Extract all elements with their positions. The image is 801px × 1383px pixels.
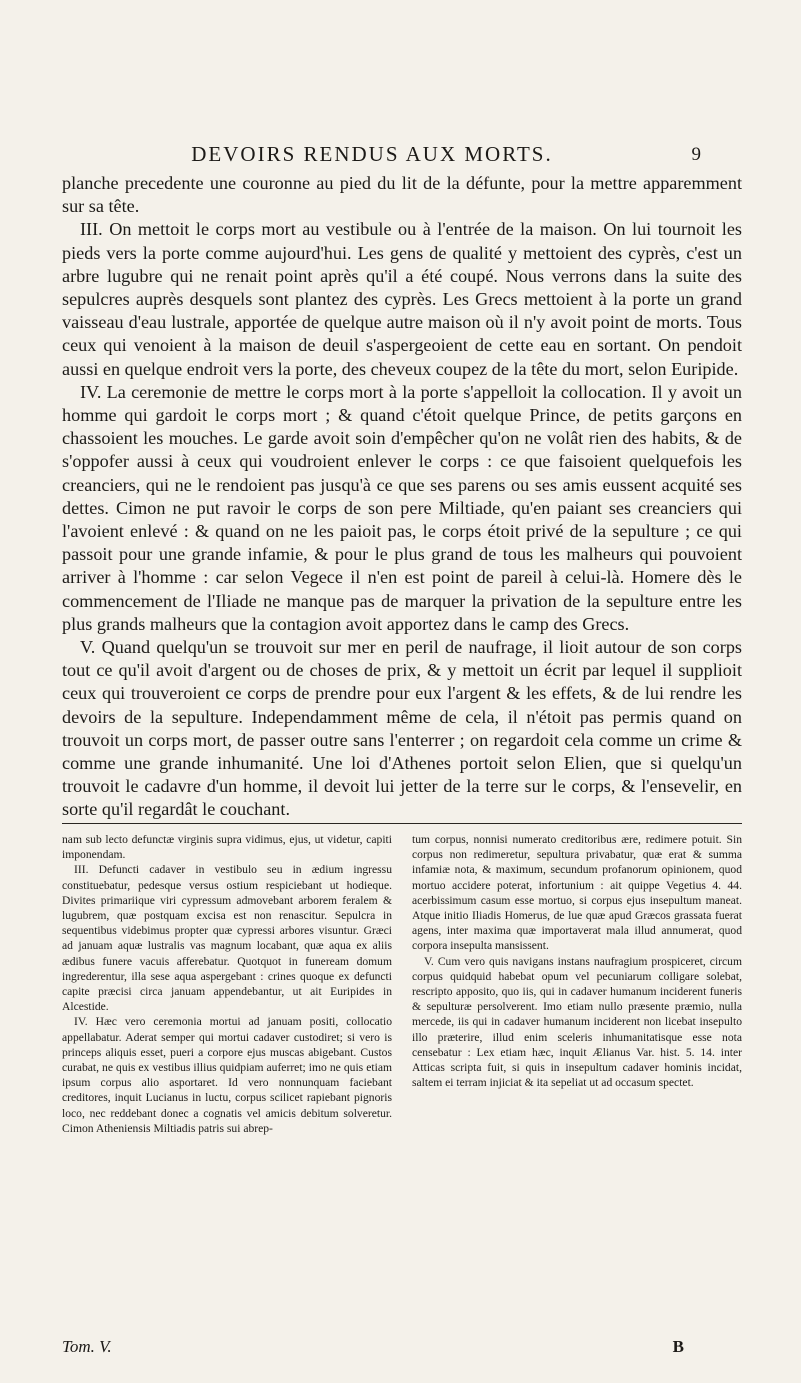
note-left-continued: nam sub lecto defunctæ virginis supra vidimus, ejus, ut videtur, capiti imponendam. xyxy=(62,833,392,862)
main-paragraph-iv: IV. La ceremonie de mettre le corps mort à la porte s'appelloit la collocation. Il y avoit un homme qui gardoit le corps mort ; & quand c'étoit quelque Prince, de petits garçons en chassoient les mouches. Le garde avoit soin d'empêcher qu'on ne volât rien des habits, & de s'oppofer aussi à ceux qui voudroient enlever le corps : ce que faisoient quelquefois les creanciers, qui ne le rendoient pas jusqu'à ce que ses parens ou ses amis eussent acquité ses dettes. Cimon ne put ravoir le corps de son pere Miltiade, qu'en paiant ses creanciers qui l'avoient enlevé : & quand on ne les paioit pas, le corps étoit privé de la sepulture ; ce qui passoit pour une grande infamie, & pour le plus grand de tous les malheurs qui pouvoient arriver à l'homme : car selon Vegece il n'en est point de pareil à celui-là. Homere dès le commencement de l'Iliade ne manque pas de marquer la privation de la sepulture entre les plus grands malheurs que la contagion avoit apportez dans le camp des Grecs. xyxy=(62,381,742,634)
note-right-continued: tum corpus, nonnisi numerato creditoribus ære, redimere potuit. Sin corpus non redimeretur, sepultura privabatur, quæ erat & summa infamiæ nota, & maximum, secundum profanorum opinionem, quod mortuo accidere poterat, infortunium : ait quippe Vegetius 4. 44. acerbissimum casum esse mortuo, si corpus ejus insepultum maneat. Atque initio Iliadis Homerus, de lue quæ apud Græcos grassata fuerat agens, inter maxima quæ importaverat mala illud annumerat, quod corpora insepulta mansissent. xyxy=(412,833,742,953)
running-head-title: DEVOIRS RENDUS AUX MORTS. xyxy=(191,142,553,166)
signature-line xyxy=(62,1337,742,1359)
latin-notes xyxy=(62,832,742,1136)
gathering-mark: B xyxy=(672,1337,684,1356)
running-head xyxy=(0,142,801,166)
note-left-iii: III. Defuncti cadaver in vestibulo seu in ædium ingressu constituebatur, pedesque versus ostium respiciebant ut hodieque. Divites primariique viri cypressum admovebant arborem feralem & lugubrem, quæ postquam excisa est non renascitur. Sepulcra in sequentibus videbimus propter quæ cypressi arbores visuntur. Græci ad januam aquæ lustralis vas magnum locabant, quæ aqua ex aliis ædibus funere vacuis afferebatur. Quotquot in funeream domum ingrederentur, illa sese aqua aspergebant : crines quoque ex defuncti capite præcisi circa januam appendebantur, ut ait Euripides in Alcestide. xyxy=(62,863,392,1014)
note-right-v: V. Cum vero quis navigans instans naufragium prospiceret, circum corpus quidquid habebat opum vel pecuniarum colligare solebat, rescripto apposito, quo iis, qui in cadaver humanum inciderent funeris & sepulturæ persolverent. Imo etiam nullo præsente præmio, nulla mercede, iis qui in cadaver humanum inciderent non licebat insepulto illo præterire, illud enim sceleris inhumanitatisque esse nota censebatur : Lex etiam hæc, inquit Ælianus Var. hist. 5. 14. inter Atticas scripta fuit, si quis in insepultum cadaver hominis incidat, saltem ei terram injiciat & ita sepeliat ut ad occasum spectet. xyxy=(412,954,742,1090)
page-number: 9 xyxy=(691,144,701,165)
main-paragraph-v: V. Quand quelqu'un se trouvoit sur mer en peril de naufrage, il lioit autour de son corps tout ce qu'il avoit d'argent ou de choses de prix, & y mettoit un écrit par lequel il supplioit ceux qui trouveroient ce corps de prendre pour eux l'argent & les effets, & de lui rendre les devoirs de la sepulture. Independamment même de cela, il n'étoit pas permis quand on trouvoit un corps mort, de passer outre sans l'enterrer ; on regardoit cela comme un crime & comme une grande inhumanité. Une loi d'Athenes portoit selon Elien, que si quelqu'un trouvoit le cadavre d'un homme, il devoit lui jetter de la terre sur le corps, & l'ensevelir, en sorte qu'il regardât le couchant. xyxy=(62,637,742,820)
main-paragraph-continued: planche precedente une couronne au pied du lit de la défunte, pour la mettre apparemment sur sa tête. xyxy=(62,173,742,217)
notes-left-column xyxy=(62,832,392,1136)
volume-signature: Tom. V. xyxy=(62,1337,112,1356)
main-text-block xyxy=(62,172,742,822)
notes-right-column xyxy=(412,832,742,1136)
footnote-rule xyxy=(62,823,742,824)
note-left-iv: IV. Hæc vero ceremonia mortui ad januam positi, collocatio appellabatur. Aderat semper qui mortui cadaver custodiret; si vero is princeps aliquis esset, pueri a corpore ejus muscas abigebant. Custos curabat, ne quis ex vestibus illius quidpiam auferret; imo ne quis etiam ipsum corpus alio asportaret. Id vero nonnunquam faciebant creditores, inquit Lucianus in luctu, corpus scilicet rapiebant pignoris loco, nec reddebant donec a cognatis vel amicis debitum solveretur. Cimon Atheniensis Miltiadis patris sui abrep- xyxy=(62,1015,392,1135)
main-paragraph-iii: III. On mettoit le corps mort au vestibule ou à l'entrée de la maison. On lui tournoit les pieds vers la porte comme aujourd'hui. Les gens de qualité y mettoient des cyprès, c'est un arbre lugubre qui ne renait point après qu'il a été coupé. Nous verrons dans la suite des sepulcres auprès desquels sont plantez des cyprès. Les Grecs mettoient à la porte un grand vaisseau d'eau lustrale, apportée de quelque autre maison où il n'y avoit point de morts. Tous ceux qui venoient à la maison de deuil s'aspergeoient de cette eau en sortant. On pendoit aussi en quelque endroit vers la porte, des cheveux coupez de la tête du mort, selon Euripide. xyxy=(62,219,742,379)
